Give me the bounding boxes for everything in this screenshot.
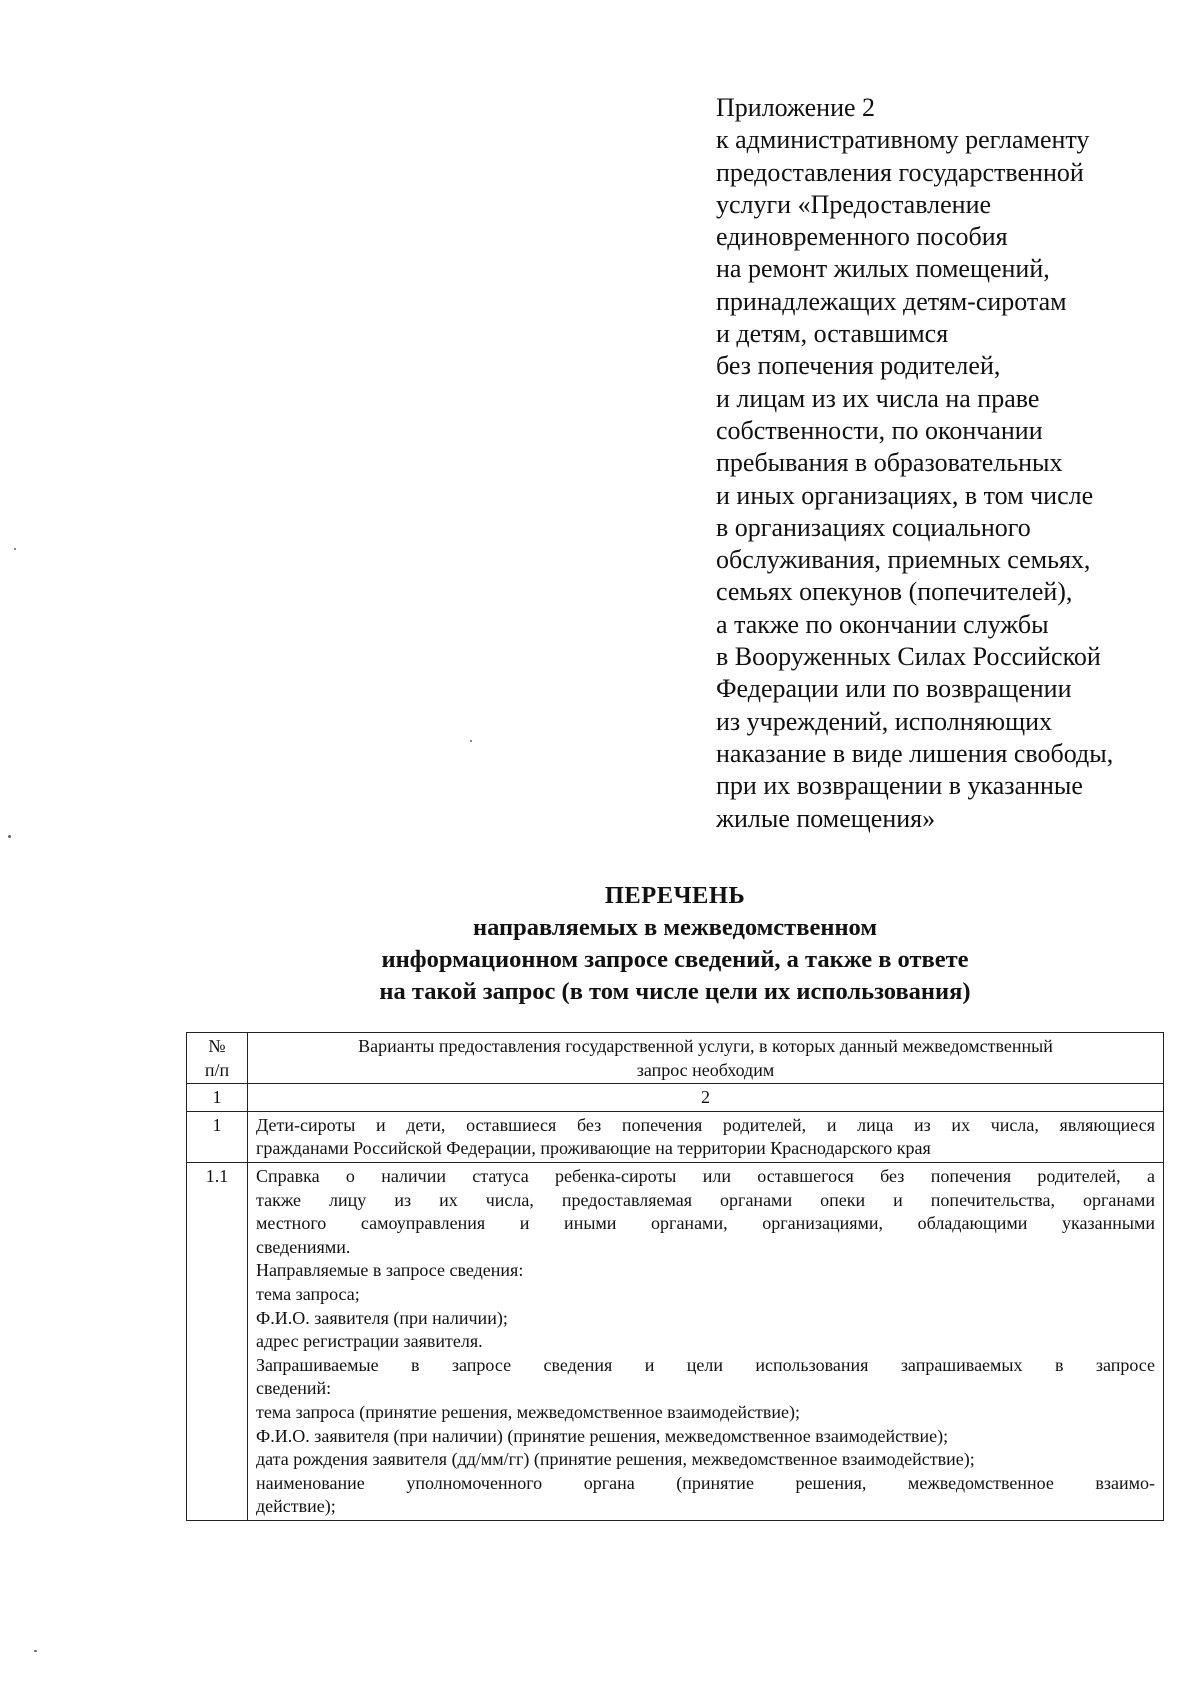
appendix-line: собственности, по окончании [716,415,1043,445]
appendix-line: к административному регламенту [716,125,1090,155]
heading-line: информационном запросе сведений, а также в ответе [381,946,969,973]
row-text-line: Дети-сироты и дети, оставшиеся без попечения родителей, и лица из их числа, являющиеся [256,1114,1155,1135]
row-text-line: Справка о наличии статуса ребенка-сироты или оставшегося без попечения родителей, а [256,1165,1155,1186]
appendix-line: предоставления государственной [716,157,1084,187]
appendix-reference [716,92,1186,835]
scan-speck [14,548,16,550]
appendix-line: при их возвращении в указанные [716,771,1083,801]
list-heading [190,880,1160,1008]
appendix-line: семьях опекунов (попечителей), [716,577,1073,607]
appendix-line: а также по окончании службы [716,609,1049,639]
row-text-line: дата рождения заявителя (дд/мм/гг) (принятие решения, межведомственное взаимодействие); [256,1449,975,1470]
row-text-cell [248,1111,1164,1162]
numbering-col1: 1 [187,1084,248,1112]
appendix-line: без попечения родителей, [716,351,1001,381]
scan-speck [8,835,11,838]
row-number-cell: 1.1 [187,1162,248,1520]
scan-speck [34,1650,37,1652]
row-text-line: гражданами Российской Федерации, проживающие на территории Краснодарского края [256,1138,931,1159]
appendix-line: услуги «Предоставление [716,189,992,219]
header-num-cell [187,1033,248,1084]
row-text-line: наименование уполномоченного органа (принятие решения, межведомственное взаимо- [256,1472,1155,1493]
row-text-line: Направляемые в запросе сведения: [256,1260,524,1281]
table-row [187,1162,1164,1520]
appendix-line: в Вооруженных Силах Российской [716,642,1101,672]
row-text-line: тема запроса; [256,1283,360,1304]
appendix-line: пребывания в образовательных [716,448,1063,478]
appendix-line: в организациях социального [716,512,1031,542]
row-text-line: сведениями. [256,1236,351,1257]
appendix-line: жилые помещения» [716,803,936,833]
row-text-line: местного самоуправления и иными органами, организациями, обладающими указанными [256,1213,1155,1234]
numbering-col2: 2 [248,1084,1164,1112]
appendix-line: Приложение 2 [716,93,876,122]
table-numbering-row [187,1084,1164,1112]
row-text-line: тема запроса (принятие решения, межведомственное взаимодействие); [256,1401,801,1422]
heading-title: ПЕРЕЧЕНЬ [604,882,746,909]
row-text-line: Запрашиваемые в запросе сведения и цели использования запрашиваемых в запросе [256,1354,1155,1375]
appendix-line: единовременного пособия [716,222,1008,252]
heading-line: на такой запрос (в том числе цели их использования) [379,978,971,1005]
row-text-line: действие); [256,1496,336,1517]
scan-speck [470,740,472,742]
row-text-line: адрес регистрации заявителя. [256,1331,483,1352]
header-variants-line: Варианты предоставления государственной услуги, в которых данный межведомственный [358,1036,1053,1056]
row-text-cell [248,1162,1164,1520]
header-variants-line: запрос необходим [636,1059,775,1080]
appendix-line: и иных организациях, в том числе [716,480,1094,510]
appendix-line: из учреждений, исполняющих [716,706,1053,736]
row-text-line: сведений: [256,1378,332,1399]
requests-table [186,1032,1164,1521]
appendix-line: и лицам из их числа на праве [716,383,1040,413]
row-number-cell: 1 [187,1111,248,1162]
appendix-line: наказание в виде лишения свободы, [716,738,1114,768]
row-text-line: также лицу из их числа, предоставляемая органами опеки и попечительства, органами [256,1189,1155,1210]
appendix-line: и детям, оставшимся [716,319,949,349]
header-num-line: № [208,1036,226,1056]
table-row [187,1111,1164,1162]
appendix-line: обслуживания, приемных семьях, [716,545,1091,575]
heading-line: направляемых в межведомственном [472,914,878,941]
appendix-line: принадлежащих детям-сиротам [716,286,1067,316]
table-header-row [187,1033,1164,1084]
row-text-line: Ф.И.О. заявителя (при наличии); [256,1307,508,1328]
appendix-line: Федерации или по возвращении [716,674,1072,704]
header-variants-cell [248,1033,1164,1084]
row-text-line: Ф.И.О. заявителя (при наличии) (принятие решения, межведомственное взаимодействие); [256,1425,949,1446]
appendix-line: на ремонт жилых помещений, [716,254,1050,284]
header-num-line: п/п [204,1059,230,1080]
